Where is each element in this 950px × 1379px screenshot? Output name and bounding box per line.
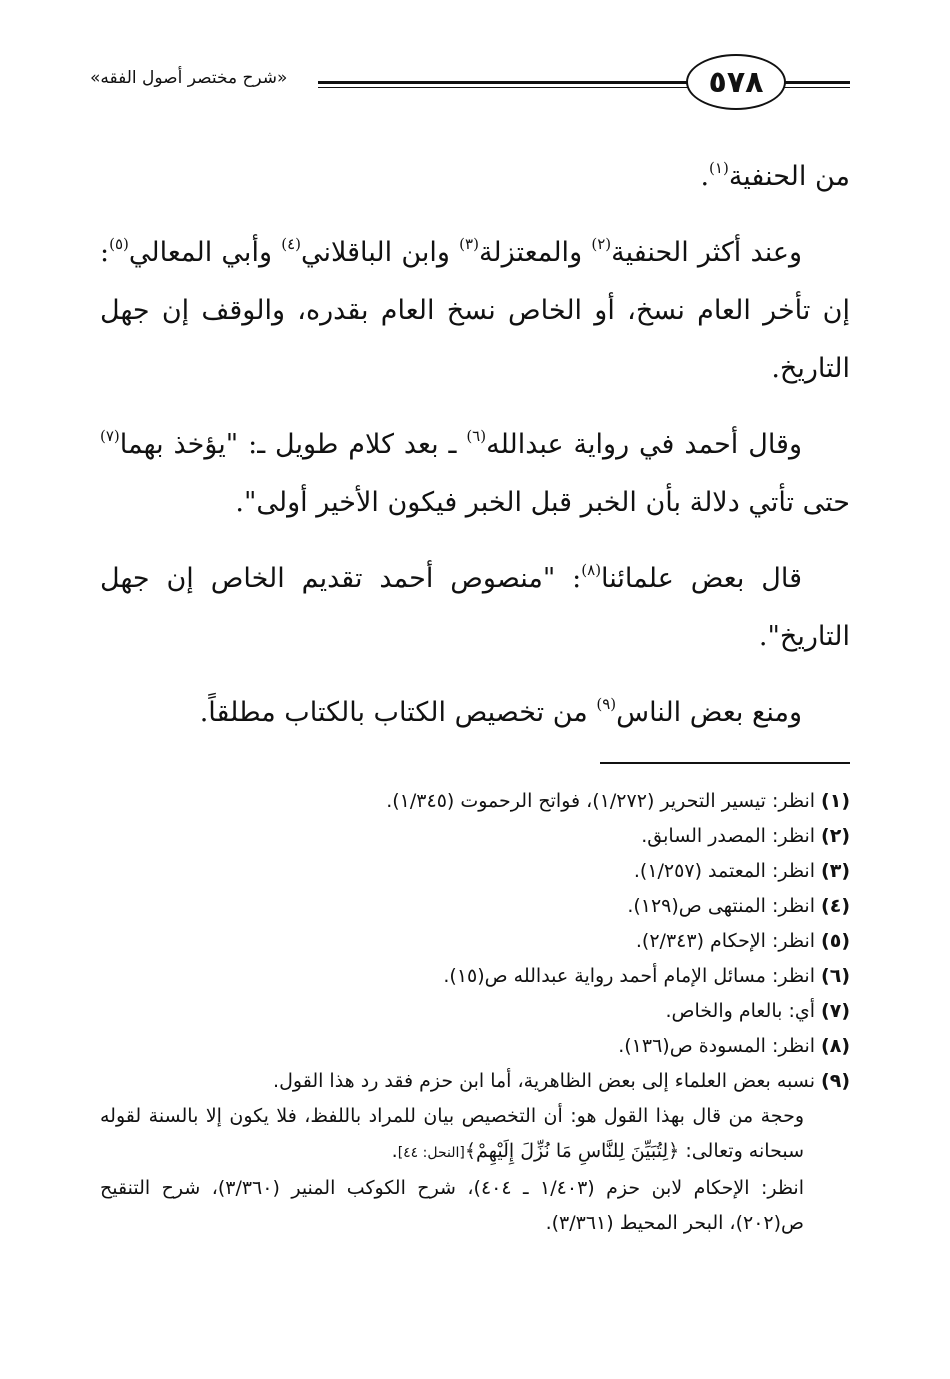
footnote-text: انظر: الإحكام (٢/٣٤٣). <box>635 930 816 952</box>
footnote-ref-9[interactable]: (٩) <box>596 695 617 713</box>
footnote-separator <box>600 762 850 764</box>
footnote-number: (٤) <box>821 895 850 917</box>
header-rule-right <box>784 81 850 88</box>
header-rule-left <box>318 81 690 88</box>
quran-verse: ﴿لِتُبَيِّنَ لِلنَّاسِ مَا نُزِّلَ إِلَيْهِمْ﴾ <box>464 1140 680 1162</box>
footnote-ref-2[interactable]: (٢) <box>591 235 612 253</box>
footnote-5 <box>100 924 850 959</box>
p4-text-1: قال بعض علمائنا <box>601 563 802 594</box>
footnote-number: (١) <box>821 790 850 812</box>
p3-text-1: وقال أحمد في رواية عبدالله <box>486 429 802 460</box>
footnote-text: نسبه بعض العلماء إلى بعض الظاهرية، أما ابن حزم فقد رد هذا القول. <box>273 1070 816 1092</box>
footnote-ref-5[interactable]: (٥) <box>109 235 129 253</box>
p1-end: . <box>700 161 710 192</box>
footnote-number: (٩) <box>821 1070 850 1092</box>
p2-text-3: وابن الباقلاني <box>300 237 460 268</box>
running-title: «شرح مختصر أصول الفقه» <box>90 68 288 88</box>
paragraph-1 <box>100 148 850 206</box>
footnote-text: انظر: المعتمد (١/٢٥٧). <box>633 860 816 882</box>
paragraph-5 <box>100 684 850 742</box>
footnote-text: انظر: المنتهى ص(١٢٩). <box>627 895 816 917</box>
p2-text-1: وعند أكثر الحنفية <box>611 237 802 268</box>
p2-text-5: : إن تأخر العام نسخ، أو الخاص نسخ العام بقدره، والوقف إن جهل التاريخ. <box>100 237 850 384</box>
footnote-ref-4[interactable]: (٤) <box>281 235 301 253</box>
footnote-9-sources-text: انظر: الإحكام لابن حزم (١/٤٠٣ ـ ٤٠٤)، شرح الكوكب المنير (٣/٣٦٠)، شرح التنقيح ص(٢٠٢)، البحر المحيط (٣/٣٦١). <box>100 1177 804 1234</box>
p4-text-2: : "منصوص أحمد تقديم الخاص إن جهل التاريخ". <box>100 563 850 652</box>
footnote-text: انظر: المصدر السابق. <box>641 825 816 847</box>
footnote-8 <box>100 1029 850 1064</box>
p3-text-3: حتى تأتي دلالة بأن الخبر قبل الخبر فيكون الأخير أولى". <box>235 487 850 518</box>
footnote-text: انظر: المسودة ص(١٣٦). <box>618 1035 816 1057</box>
p2-text-4: وأبي المعالي <box>128 237 282 268</box>
footnote-4 <box>100 889 850 924</box>
footnotes <box>100 784 850 1241</box>
footnote-ref-8[interactable]: (٨) <box>581 561 602 579</box>
p3-text-2: ـ بعد كلام طويل ـ: "يؤخذ بهما <box>119 429 467 460</box>
paragraph-4 <box>100 550 850 666</box>
footnote-ref-1[interactable]: (١) <box>709 159 729 177</box>
footnote-9-argument-end: . <box>391 1140 398 1162</box>
footnote-6 <box>100 959 850 994</box>
footnote-text: انظر: مسائل الإمام أحمد رواية عبدالله ص(١٥). <box>443 965 816 987</box>
footnote-number: (٧) <box>821 1000 850 1022</box>
footnote-9-argument <box>100 1099 850 1171</box>
quran-reference: [النحل: ٤٤] <box>397 1145 465 1161</box>
footnote-9 <box>100 1064 850 1099</box>
paragraph-2 <box>100 224 850 398</box>
p5-text-2: من تخصيص الكتاب بالكتاب مطلقاً. <box>199 697 597 728</box>
footnote-number: (٦) <box>821 965 850 987</box>
main-text <box>100 148 850 760</box>
footnote-text: أي: بالعام والخاص. <box>665 1000 816 1022</box>
footnote-7 <box>100 994 850 1029</box>
p1-text: من الحنفية <box>728 161 850 192</box>
footnote-3 <box>100 854 850 889</box>
p5-text-1: ومنع بعض الناس <box>616 697 802 728</box>
footnote-9-argument-text: وحجة من قال بهذا القول هو: أن التخصيص بيان للمراد باللفظ، فلا يكون إلا بالسنة لقوله سبحانه وتعالى: <box>100 1105 804 1162</box>
page-number: ٥٧٨ <box>686 54 786 110</box>
paragraph-3 <box>100 416 850 532</box>
page-header <box>90 48 850 118</box>
footnote-2 <box>100 819 850 854</box>
footnote-number: (٢) <box>821 825 850 847</box>
footnote-number: (٥) <box>821 930 850 952</box>
footnote-1 <box>100 784 850 819</box>
footnote-number: (٣) <box>821 860 850 882</box>
footnote-ref-7[interactable]: (٧) <box>100 427 120 445</box>
footnote-ref-3[interactable]: (٣) <box>459 235 479 253</box>
footnote-number: (٨) <box>821 1035 850 1057</box>
p2-text-2: والمعتزلة <box>478 237 592 268</box>
footnote-text: انظر: تيسير التحرير (١/٢٧٢)، فواتح الرحموت (١/٣٤٥). <box>386 790 816 812</box>
footnote-9-sources <box>100 1171 850 1241</box>
footnote-ref-6[interactable]: (٦) <box>466 427 487 445</box>
